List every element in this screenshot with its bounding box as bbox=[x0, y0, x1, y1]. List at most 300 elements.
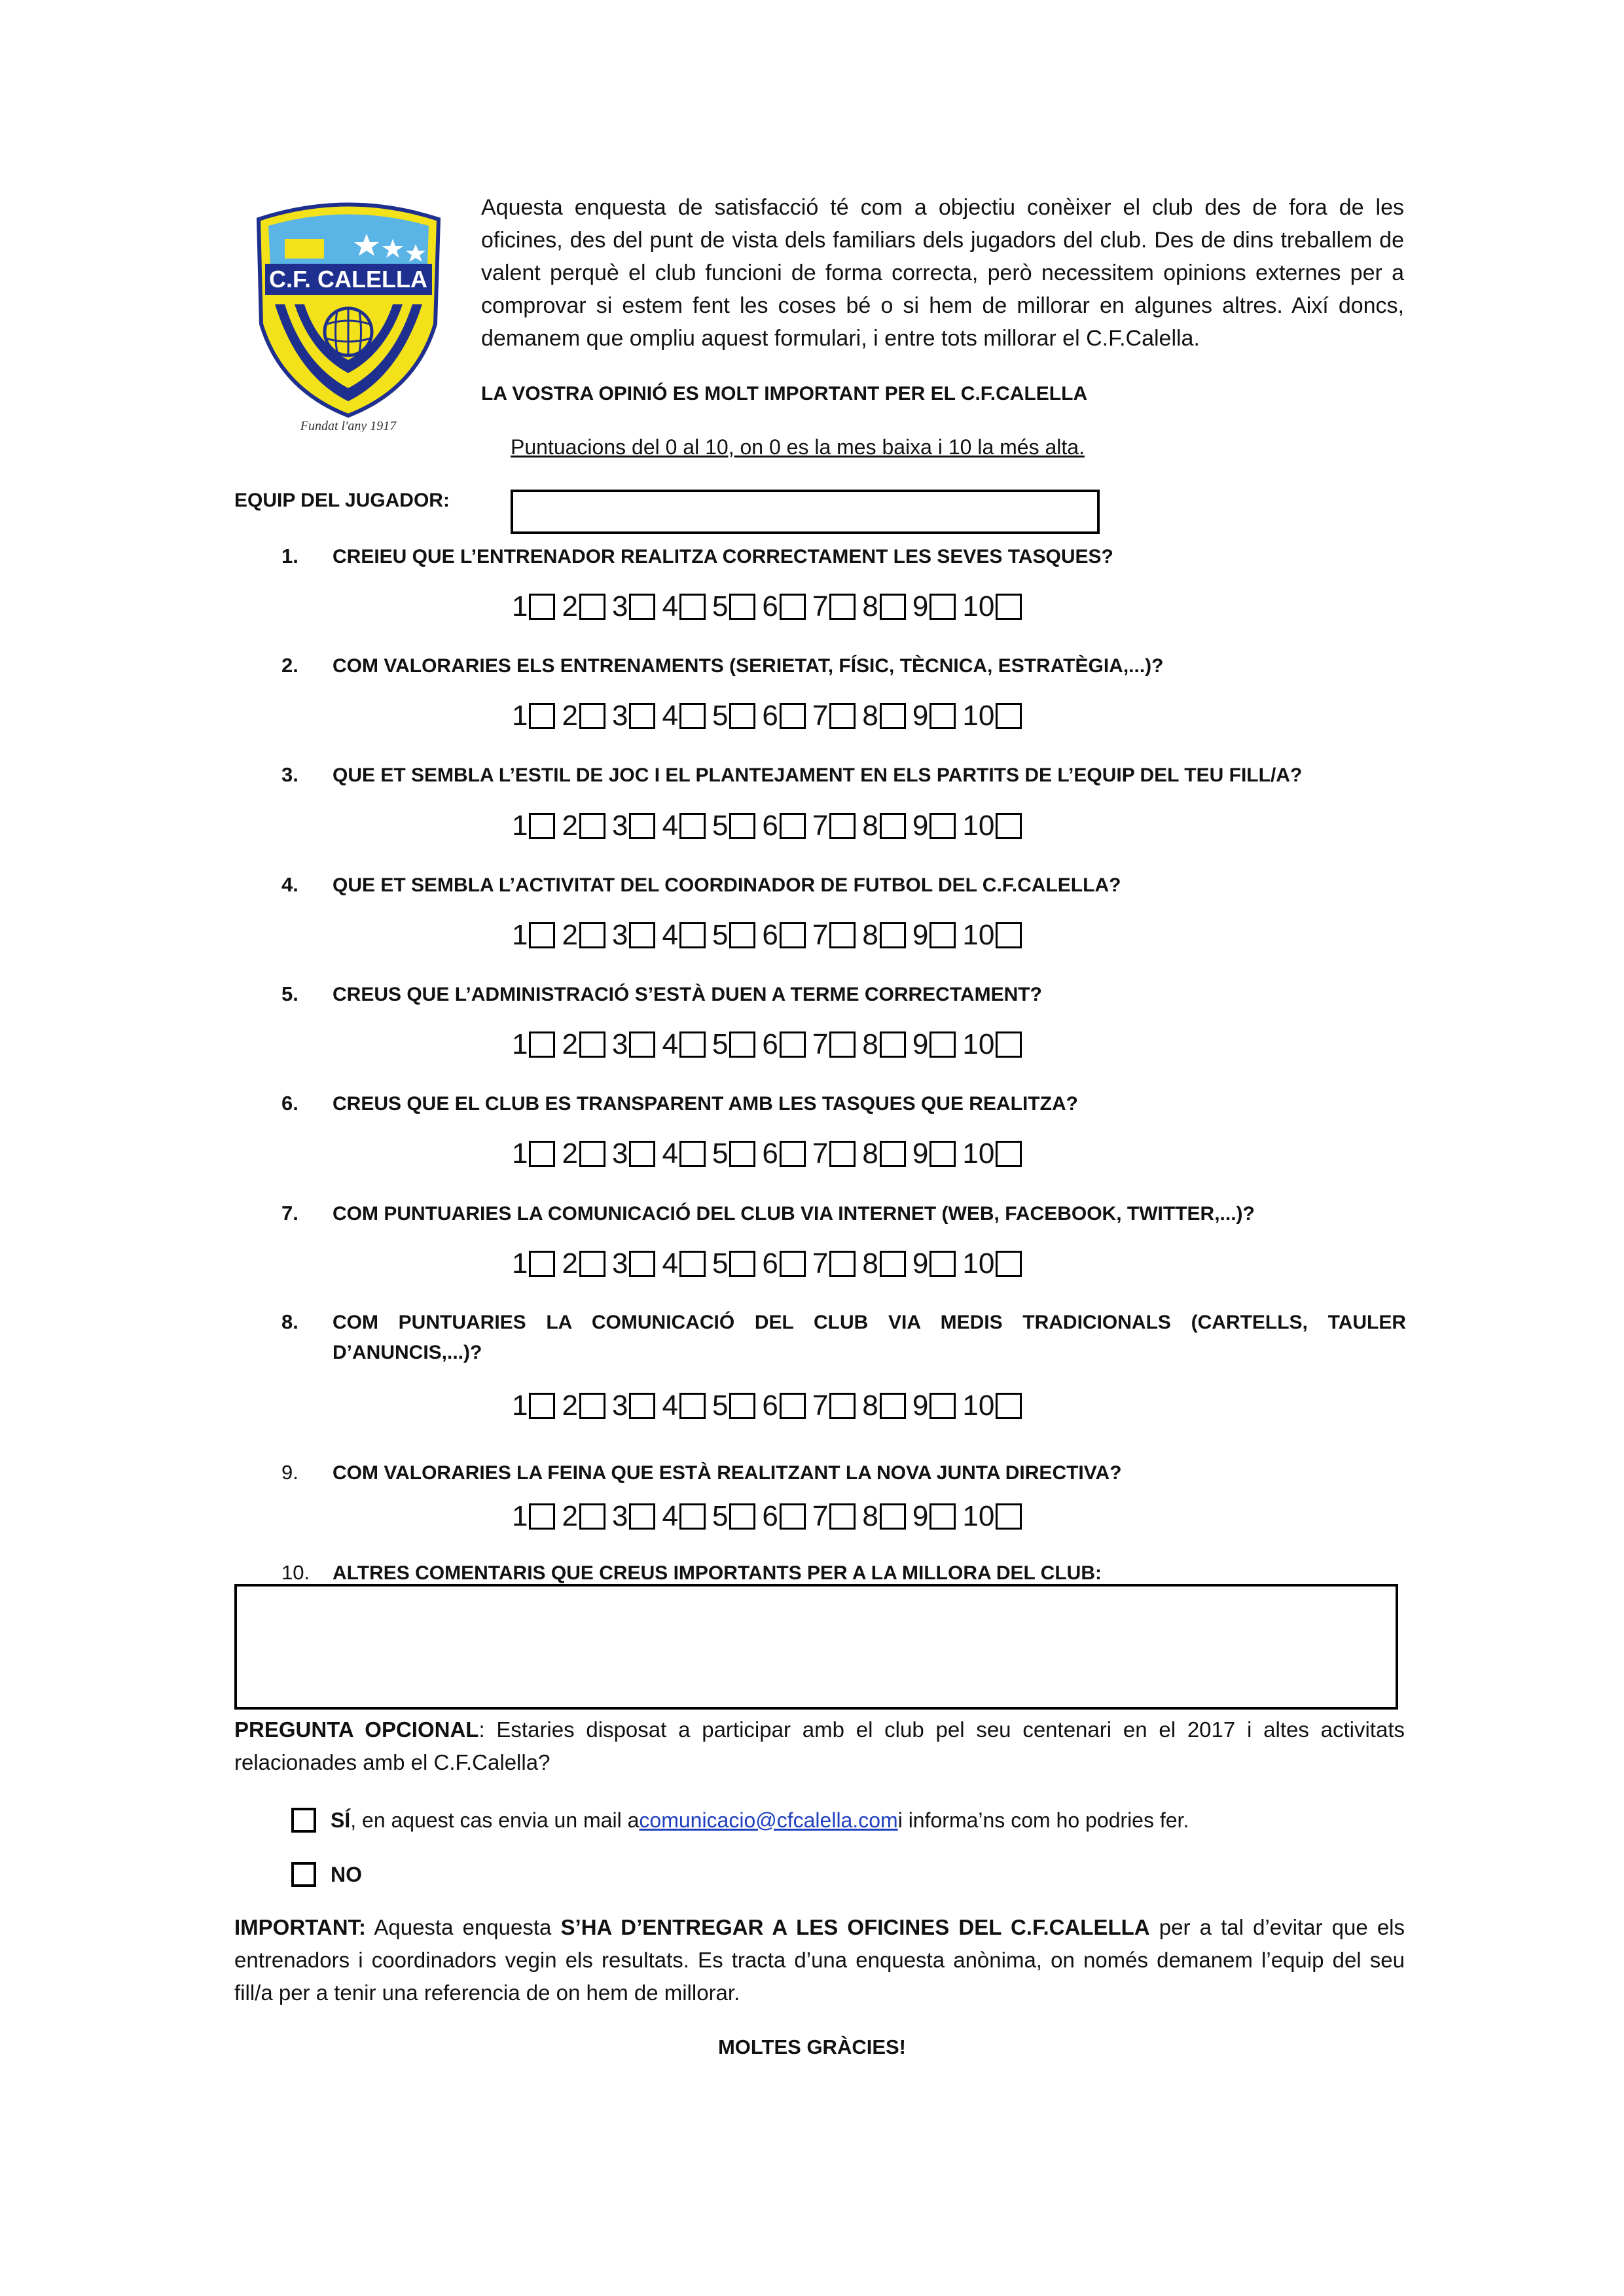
rating-checkbox[interactable] bbox=[579, 1251, 605, 1277]
rating-checkbox[interactable] bbox=[529, 1031, 555, 1058]
rating-number: 8 bbox=[862, 590, 878, 622]
rating-option bbox=[562, 592, 611, 621]
rating-checkbox[interactable] bbox=[929, 1251, 956, 1277]
rating-checkbox[interactable] bbox=[829, 922, 856, 948]
rating-checkbox[interactable] bbox=[529, 1141, 555, 1167]
rating-number: 7 bbox=[812, 1028, 829, 1060]
rating-checkbox[interactable] bbox=[829, 1251, 856, 1277]
rating-option bbox=[662, 1391, 712, 1420]
rating-number: 1 bbox=[512, 1247, 528, 1280]
club-crest-icon bbox=[239, 193, 458, 432]
rating-option bbox=[962, 1249, 1028, 1278]
rating-checkbox[interactable] bbox=[679, 922, 706, 948]
yes-label: SÍ bbox=[331, 1808, 351, 1832]
rating-checkbox[interactable] bbox=[880, 1141, 906, 1167]
rating-option bbox=[812, 812, 862, 840]
rating-option bbox=[762, 1249, 812, 1278]
rating-checkbox[interactable] bbox=[729, 1031, 755, 1058]
rating-checkbox[interactable] bbox=[880, 703, 906, 729]
rating-checkbox[interactable] bbox=[629, 1031, 655, 1058]
rating-option bbox=[712, 921, 762, 950]
rating-option bbox=[662, 1502, 712, 1531]
rating-number: 3 bbox=[611, 1500, 628, 1532]
rating-checkbox[interactable] bbox=[529, 703, 555, 729]
rating-number: 2 bbox=[562, 590, 578, 622]
rating-number: 2 bbox=[562, 1500, 578, 1532]
rating-checkbox[interactable] bbox=[780, 594, 806, 620]
rating-checkbox[interactable] bbox=[679, 1503, 706, 1530]
rating-number: 3 bbox=[611, 1390, 628, 1422]
optional-question bbox=[234, 1713, 1405, 1779]
rating-number: 10 bbox=[962, 1138, 995, 1170]
no-choice bbox=[291, 1862, 362, 1887]
rating-checkbox[interactable] bbox=[996, 922, 1022, 948]
rating-option bbox=[812, 1139, 862, 1168]
rating-checkbox[interactable] bbox=[679, 1031, 706, 1058]
rating-option bbox=[762, 921, 812, 950]
rating-number: 6 bbox=[762, 810, 778, 842]
rating-number: 7 bbox=[812, 810, 829, 842]
comments-textarea[interactable] bbox=[234, 1584, 1398, 1710]
rating-option bbox=[562, 1391, 611, 1420]
question-number: 3. bbox=[281, 763, 298, 786]
rating-checkbox[interactable] bbox=[780, 1251, 806, 1277]
rating-number: 5 bbox=[712, 700, 729, 732]
rating-number: 6 bbox=[762, 1500, 778, 1532]
rating-option bbox=[812, 592, 862, 621]
rating-number: 1 bbox=[512, 1500, 528, 1532]
question-number: 6. bbox=[281, 1092, 298, 1115]
rating-checkbox[interactable] bbox=[529, 922, 555, 948]
rating-option bbox=[912, 1030, 962, 1059]
rating-option bbox=[662, 1249, 712, 1278]
rating-checkbox[interactable] bbox=[579, 922, 605, 948]
rating-option bbox=[912, 592, 962, 621]
email-link[interactable]: comunicacio@cfcalella.com bbox=[639, 1808, 898, 1832]
rating-number: 3 bbox=[611, 919, 628, 951]
rating-checkbox[interactable] bbox=[780, 1141, 806, 1167]
rating-number: 7 bbox=[812, 919, 829, 951]
rating-number: 8 bbox=[862, 810, 878, 842]
rating-number: 8 bbox=[862, 1028, 878, 1060]
rating-option bbox=[662, 1139, 712, 1168]
rating-number: 2 bbox=[562, 1138, 578, 1170]
rating-checkbox[interactable] bbox=[729, 1393, 755, 1419]
rating-number: 5 bbox=[712, 590, 729, 622]
rating-option bbox=[512, 1502, 562, 1531]
question-text: COM VALORARIES ELS ENTRENAMENTS (SERIETAT, FÍSIC, TÈCNICA, ESTRATÈGIA,...)? bbox=[333, 655, 1164, 677]
rating-number: 6 bbox=[762, 1028, 778, 1060]
rating-checkbox[interactable] bbox=[729, 813, 755, 839]
rating-option bbox=[862, 921, 912, 950]
rating-number: 10 bbox=[962, 919, 995, 951]
optional-text: : Estaries disposat a participar amb el club pel seu centenari en el 2017 i altes activitats relacionades amb el C.F.Calella? bbox=[234, 1717, 1405, 1774]
rating-checkbox[interactable] bbox=[629, 1251, 655, 1277]
rating-checkbox[interactable] bbox=[679, 1393, 706, 1419]
rating-checkbox[interactable] bbox=[996, 1393, 1022, 1419]
rating-checkbox[interactable] bbox=[996, 1141, 1022, 1167]
rating-checkbox[interactable] bbox=[996, 1251, 1022, 1277]
rating-option bbox=[862, 1139, 912, 1168]
rating-checkbox[interactable] bbox=[629, 922, 655, 948]
rating-number: 8 bbox=[862, 1247, 878, 1280]
rating-option bbox=[712, 1249, 762, 1278]
rating-checkbox[interactable] bbox=[579, 703, 605, 729]
rating-number: 6 bbox=[762, 919, 778, 951]
intro-paragraph: Aquesta enquesta de satisfacció té com a objectiu conèixer el club des de fora de les oficines, des del punt de vista dels familiars dels jugadors del club. Des de dins treballem de valent perquè el club funcioni de forma correcta, però necessitem opinions externes per a comprovar si estem fent les coses bé o si hem de millorar en algunes altres. Així doncs, demanem que ompliu aquest formulari, i entre tots millorar el C.F.Calella. bbox=[481, 195, 1404, 351]
rating-option bbox=[962, 921, 1028, 950]
rating-number: 7 bbox=[812, 700, 829, 732]
rating-number: 6 bbox=[762, 590, 778, 622]
rating-option bbox=[962, 812, 1028, 840]
rating-number: 3 bbox=[611, 1247, 628, 1280]
rating-checkbox[interactable] bbox=[996, 1503, 1022, 1530]
rating-option bbox=[712, 1391, 762, 1420]
rating-option bbox=[712, 1030, 762, 1059]
rating-number: 1 bbox=[512, 810, 528, 842]
rating-checkbox[interactable] bbox=[929, 1503, 956, 1530]
rating-checkbox[interactable] bbox=[829, 1503, 856, 1530]
rating-checkbox[interactable] bbox=[679, 1251, 706, 1277]
rating-checkbox[interactable] bbox=[880, 1393, 906, 1419]
question-text: QUE ET SEMBLA L’ACTIVITAT DEL COORDINADOR DE FUTBOL DEL C.F.CALELLA? bbox=[333, 874, 1121, 896]
rating-number: 1 bbox=[512, 919, 528, 951]
rating-option bbox=[862, 592, 912, 621]
svg-text:Fundat l'any 1917: Fundat l'any 1917 bbox=[300, 419, 397, 432]
rating-number: 5 bbox=[712, 1500, 729, 1532]
rating-option bbox=[612, 1139, 662, 1168]
rating-checkbox[interactable] bbox=[629, 594, 655, 620]
rating-checkbox[interactable] bbox=[529, 594, 555, 620]
rating-checkbox[interactable] bbox=[579, 1141, 605, 1167]
rating-scale bbox=[512, 921, 1028, 950]
rating-number: 8 bbox=[862, 1390, 878, 1422]
rating-number: 7 bbox=[812, 1247, 829, 1280]
rating-checkbox[interactable] bbox=[579, 1031, 605, 1058]
rating-checkbox[interactable] bbox=[529, 1503, 555, 1530]
rating-option bbox=[912, 812, 962, 840]
rating-number: 8 bbox=[862, 919, 878, 951]
question-number: 1. bbox=[281, 545, 298, 567]
rating-checkbox[interactable] bbox=[679, 813, 706, 839]
rating-checkbox[interactable] bbox=[929, 1141, 956, 1167]
rating-number: 10 bbox=[962, 810, 995, 842]
rating-option bbox=[512, 592, 562, 621]
club-logo bbox=[239, 193, 458, 432]
rating-number: 6 bbox=[762, 1390, 778, 1422]
rating-checkbox[interactable] bbox=[529, 813, 555, 839]
rating-checkbox[interactable] bbox=[829, 1141, 856, 1167]
rating-checkbox[interactable] bbox=[929, 1393, 956, 1419]
rating-option bbox=[962, 1139, 1028, 1168]
rating-number: 5 bbox=[712, 1028, 729, 1060]
rating-option bbox=[812, 921, 862, 950]
rating-checkbox[interactable] bbox=[929, 703, 956, 729]
thanks-text: MOLTES GRÀCIES! bbox=[717, 2036, 907, 2058]
rating-option bbox=[612, 702, 662, 730]
rating-checkbox[interactable] bbox=[729, 922, 755, 948]
question-text: CREIEU QUE L’ENTRENADOR REALITZA CORRECTAMENT LES SEVES TASQUES? bbox=[333, 546, 1113, 567]
rating-option bbox=[612, 1502, 662, 1531]
team-input[interactable] bbox=[511, 490, 1100, 534]
rating-number: 7 bbox=[812, 590, 829, 622]
rating-option bbox=[912, 921, 962, 950]
rating-number: 4 bbox=[662, 1390, 678, 1422]
rating-checkbox[interactable] bbox=[780, 1393, 806, 1419]
rating-option bbox=[962, 1030, 1028, 1059]
rating-checkbox[interactable] bbox=[629, 1393, 655, 1419]
rating-checkbox[interactable] bbox=[679, 703, 706, 729]
rating-number: 4 bbox=[662, 590, 678, 622]
rating-number: 7 bbox=[812, 1500, 829, 1532]
rating-checkbox[interactable] bbox=[729, 1251, 755, 1277]
rating-number: 2 bbox=[562, 1247, 578, 1280]
rating-option bbox=[512, 1139, 562, 1168]
rating-checkbox[interactable] bbox=[579, 594, 605, 620]
rating-scale bbox=[512, 812, 1028, 840]
rating-number: 6 bbox=[762, 700, 778, 732]
rating-number: 4 bbox=[662, 700, 678, 732]
rating-number: 10 bbox=[962, 700, 995, 732]
question-text: COM PUNTUARIES LA COMUNICACIÓ DEL CLUB VIA MEDIS TRADICIONALS (CARTELLS, TAULER D’ANUNCIS,...)? bbox=[333, 1312, 1406, 1363]
rating-checkbox[interactable] bbox=[729, 1141, 755, 1167]
rating-option bbox=[862, 812, 912, 840]
team-label: EQUIP DEL JUGADOR: bbox=[234, 490, 450, 511]
rating-option bbox=[862, 1391, 912, 1420]
rating-option bbox=[912, 1249, 962, 1278]
rating-checkbox[interactable] bbox=[829, 703, 856, 729]
question-number: 2. bbox=[281, 654, 298, 677]
yes-text-after: i informa’ns com ho podries fer. bbox=[897, 1808, 1189, 1832]
question-number: 7. bbox=[281, 1202, 298, 1225]
rating-checkbox[interactable] bbox=[880, 813, 906, 839]
question-number: 8. bbox=[281, 1310, 298, 1333]
rating-option bbox=[512, 1249, 562, 1278]
question-number: 5. bbox=[281, 982, 298, 1005]
rating-number: 10 bbox=[962, 1500, 995, 1532]
question-text: CREUS QUE EL CLUB ES TRANSPARENT AMB LES TASQUES QUE REALITZA? bbox=[333, 1093, 1078, 1115]
rating-option bbox=[762, 1139, 812, 1168]
optional-label: PREGUNTA OPCIONAL bbox=[234, 1717, 479, 1742]
rating-checkbox[interactable] bbox=[729, 1503, 755, 1530]
rating-option bbox=[962, 1502, 1028, 1531]
rating-number: 2 bbox=[562, 1028, 578, 1060]
rating-option bbox=[762, 1502, 812, 1531]
important-emphasis: S’HA D’ENTREGAR A LES OFICINES DEL C.F.CALELLA bbox=[560, 1915, 1150, 1939]
rating-checkbox[interactable] bbox=[579, 1503, 605, 1530]
rating-checkbox[interactable] bbox=[679, 1141, 706, 1167]
rating-option bbox=[912, 702, 962, 730]
rating-checkbox[interactable] bbox=[729, 703, 755, 729]
yes-checkbox[interactable] bbox=[291, 1808, 316, 1833]
rating-option bbox=[912, 1502, 962, 1531]
rating-option bbox=[762, 1391, 812, 1420]
important-text: Aquesta enquesta bbox=[366, 1915, 561, 1939]
rating-scale bbox=[512, 1030, 1028, 1059]
rating-number: 8 bbox=[862, 1500, 878, 1532]
rating-option bbox=[762, 1030, 812, 1059]
rating-checkbox[interactable] bbox=[780, 1503, 806, 1530]
rating-number: 1 bbox=[512, 1390, 528, 1422]
rating-option bbox=[512, 921, 562, 950]
rating-option bbox=[812, 702, 862, 730]
rating-option bbox=[762, 812, 812, 840]
rating-checkbox[interactable] bbox=[529, 1393, 555, 1419]
rating-checkbox[interactable] bbox=[780, 703, 806, 729]
rating-number: 9 bbox=[912, 590, 929, 622]
rating-option bbox=[912, 1139, 962, 1168]
rating-option bbox=[812, 1391, 862, 1420]
rating-number: 9 bbox=[912, 810, 929, 842]
no-checkbox[interactable] bbox=[291, 1862, 316, 1887]
rating-option bbox=[712, 592, 762, 621]
rating-option bbox=[612, 921, 662, 950]
rating-checkbox[interactable] bbox=[629, 1141, 655, 1167]
rating-number: 1 bbox=[512, 590, 528, 622]
rating-option bbox=[562, 1249, 611, 1278]
rating-checkbox[interactable] bbox=[629, 1503, 655, 1530]
rating-checkbox[interactable] bbox=[996, 594, 1022, 620]
rating-option bbox=[862, 1249, 912, 1278]
rating-number: 9 bbox=[912, 1028, 929, 1060]
rating-option bbox=[762, 592, 812, 621]
rating-option bbox=[662, 921, 712, 950]
rating-option bbox=[512, 1030, 562, 1059]
rating-option bbox=[512, 1391, 562, 1420]
rating-checkbox[interactable] bbox=[929, 813, 956, 839]
important-label: IMPORTANT: bbox=[234, 1915, 367, 1939]
rating-checkbox[interactable] bbox=[780, 922, 806, 948]
rating-scale bbox=[512, 1502, 1028, 1531]
rating-number: 1 bbox=[512, 700, 528, 732]
rating-option bbox=[962, 1391, 1028, 1420]
rating-option bbox=[812, 1249, 862, 1278]
rating-number: 2 bbox=[562, 700, 578, 732]
question-text: COM VALORARIES LA FEINA QUE ESTÀ REALITZANT LA NOVA JUNTA DIRECTIVA? bbox=[333, 1462, 1122, 1484]
question-number: 4. bbox=[281, 873, 298, 896]
rating-option bbox=[712, 1502, 762, 1531]
rating-checkbox[interactable] bbox=[780, 1031, 806, 1058]
rating-scale bbox=[512, 702, 1028, 730]
rating-number: 7 bbox=[812, 1138, 829, 1170]
rating-option bbox=[612, 1030, 662, 1059]
rating-checkbox[interactable] bbox=[880, 1031, 906, 1058]
rating-number: 9 bbox=[912, 1138, 929, 1170]
rating-checkbox[interactable] bbox=[880, 1251, 906, 1277]
rating-number: 2 bbox=[562, 919, 578, 951]
yes-choice bbox=[291, 1808, 1189, 1833]
rating-number: 9 bbox=[912, 919, 929, 951]
rating-option bbox=[862, 1502, 912, 1531]
rating-checkbox[interactable] bbox=[829, 813, 856, 839]
rating-checkbox[interactable] bbox=[679, 594, 706, 620]
rating-option bbox=[762, 702, 812, 730]
rating-number: 5 bbox=[712, 1390, 729, 1422]
rating-checkbox[interactable] bbox=[929, 594, 956, 620]
rating-checkbox[interactable] bbox=[579, 813, 605, 839]
yes-text-before: , en aquest cas envia un mail a bbox=[350, 1808, 640, 1832]
rating-number: 1 bbox=[512, 1138, 528, 1170]
rating-checkbox[interactable] bbox=[529, 1251, 555, 1277]
rating-number: 10 bbox=[962, 590, 995, 622]
rating-number: 10 bbox=[962, 1028, 995, 1060]
rating-option bbox=[562, 1030, 611, 1059]
rating-checkbox[interactable] bbox=[996, 813, 1022, 839]
rating-number: 3 bbox=[611, 700, 628, 732]
rating-checkbox[interactable] bbox=[996, 1031, 1022, 1058]
rating-checkbox[interactable] bbox=[629, 813, 655, 839]
rating-checkbox[interactable] bbox=[780, 813, 806, 839]
rating-number: 2 bbox=[562, 1390, 578, 1422]
rating-checkbox[interactable] bbox=[829, 1031, 856, 1058]
question-number: 9. bbox=[281, 1461, 298, 1484]
opinion-heading: LA VOSTRA OPINIÓ ES MOLT IMPORTANT PER EL C.F.CALELLA bbox=[481, 383, 1088, 404]
rating-option bbox=[562, 1502, 611, 1531]
rating-scale bbox=[512, 1139, 1028, 1168]
rating-number: 4 bbox=[662, 1138, 678, 1170]
rating-scale bbox=[512, 1249, 1028, 1278]
question-text: ALTRES COMENTARIS QUE CREUS IMPORTANTS PER A LA MILLORA DEL CLUB: bbox=[333, 1562, 1102, 1584]
rating-number: 5 bbox=[712, 810, 729, 842]
rating-option bbox=[562, 1139, 611, 1168]
rating-checkbox[interactable] bbox=[880, 594, 906, 620]
rating-number: 10 bbox=[962, 1247, 995, 1280]
rating-option bbox=[612, 592, 662, 621]
rating-checkbox[interactable] bbox=[829, 594, 856, 620]
rating-number: 4 bbox=[662, 919, 678, 951]
rating-number: 7 bbox=[812, 1390, 829, 1422]
rating-number: 3 bbox=[611, 590, 628, 622]
rating-checkbox[interactable] bbox=[729, 594, 755, 620]
scale-note: Puntuacions del 0 al 10, on 0 es la mes baixa i 10 la més alta. bbox=[511, 435, 1085, 459]
rating-option bbox=[962, 702, 1028, 730]
rating-checkbox[interactable] bbox=[579, 1393, 605, 1419]
rating-number: 4 bbox=[662, 1500, 678, 1532]
rating-checkbox[interactable] bbox=[629, 703, 655, 729]
rating-option bbox=[612, 1391, 662, 1420]
rating-checkbox[interactable] bbox=[829, 1393, 856, 1419]
rating-option bbox=[912, 1391, 962, 1420]
rating-number: 8 bbox=[862, 1138, 878, 1170]
rating-option bbox=[662, 592, 712, 621]
rating-scale bbox=[512, 1391, 1028, 1420]
rating-option bbox=[662, 702, 712, 730]
rating-number: 4 bbox=[662, 1028, 678, 1060]
rating-checkbox[interactable] bbox=[880, 922, 906, 948]
rating-number: 6 bbox=[762, 1247, 778, 1280]
important-text: per a tal d’evitar que els entrenadors i coordinadors vegin els resultats. Es tracta d’una enquesta anònima, on només demanem l’equip del seu fill/a per a tenir una referencia de on hem de millorar. bbox=[234, 1915, 1405, 2005]
rating-option bbox=[712, 702, 762, 730]
rating-number: 8 bbox=[862, 700, 878, 732]
rating-number: 5 bbox=[712, 1247, 729, 1280]
rating-option bbox=[612, 812, 662, 840]
rating-option bbox=[512, 702, 562, 730]
rating-checkbox[interactable] bbox=[929, 1031, 956, 1058]
rating-number: 9 bbox=[912, 700, 929, 732]
important-note bbox=[234, 1911, 1405, 2009]
rating-option bbox=[512, 812, 562, 840]
rating-number: 2 bbox=[562, 810, 578, 842]
rating-option bbox=[712, 812, 762, 840]
rating-option bbox=[662, 812, 712, 840]
rating-checkbox[interactable] bbox=[929, 922, 956, 948]
rating-checkbox[interactable] bbox=[880, 1503, 906, 1530]
rating-number: 4 bbox=[662, 1247, 678, 1280]
rating-number: 6 bbox=[762, 1138, 778, 1170]
rating-option bbox=[562, 702, 611, 730]
rating-checkbox[interactable] bbox=[996, 703, 1022, 729]
rating-option bbox=[812, 1502, 862, 1531]
